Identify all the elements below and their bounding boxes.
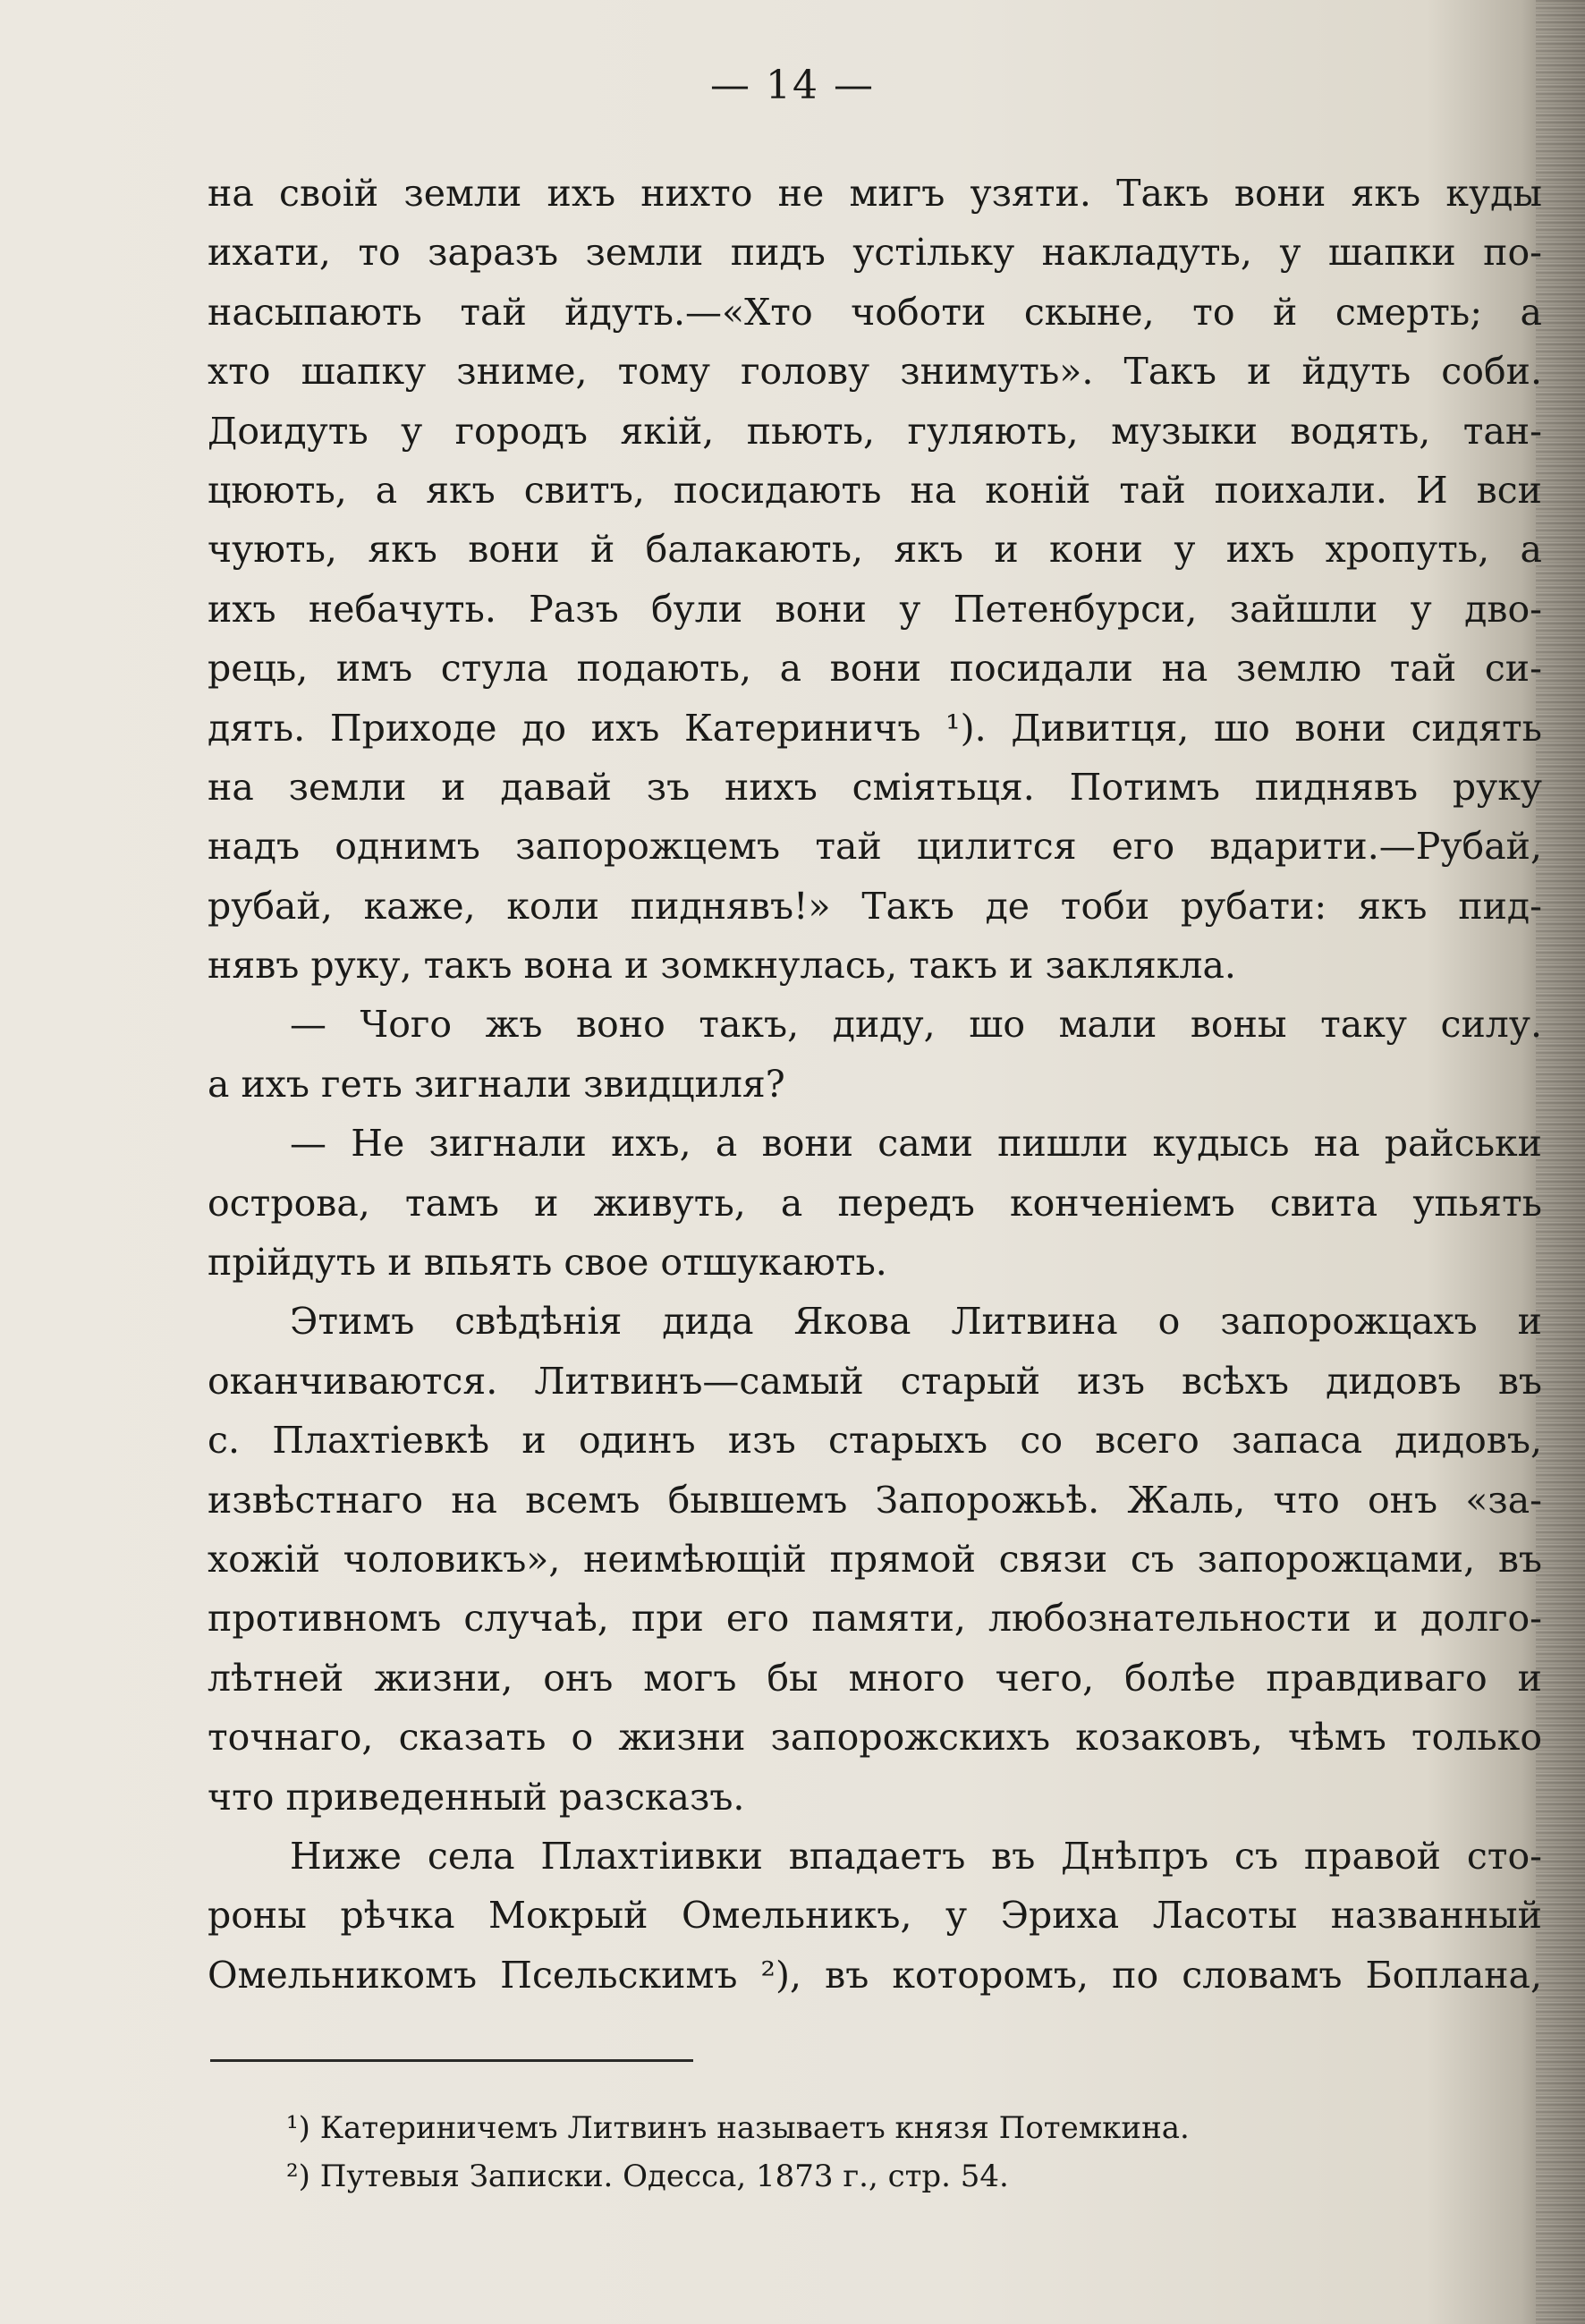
text-line: острова, тамъ и живуть, а передъ конченіемъ свита упьять bbox=[208, 1181, 1542, 1225]
text-line: хто шапку зниме, тому голову знимуть». Такъ и йдуть соби. bbox=[208, 350, 1542, 394]
text-line: ихъ небачуть. Разъ були вони у Петенбурси, зайшли у дво- bbox=[208, 587, 1542, 631]
text-line: цюють, а якъ свитъ, посидають на коній тай поихали. И вси bbox=[208, 468, 1542, 512]
text-line: насыпають тай йдуть.—«Хто чоботи скыне, то й смерть; а bbox=[208, 290, 1542, 334]
footnote: ¹) Катериничемъ Литвинъ называетъ князя Потемкина. bbox=[286, 2110, 1190, 2146]
text-line: а ихъ геть зигнали звидциля? bbox=[208, 1062, 785, 1106]
text-line: Омельникомъ Псельскимъ ²), въ которомъ, по словамъ Боплана, bbox=[208, 1953, 1542, 1997]
text-line: — Чого жъ воно такъ, диду, шо мали воны таку силу. bbox=[290, 1003, 1542, 1047]
text-line: Доидуть у городъ якій, пьють, гуляють, музыки водять, тан- bbox=[208, 409, 1542, 453]
text-line: на своій земли ихъ нихто не мигъ узяти. Такъ вони якъ куды bbox=[208, 172, 1542, 215]
main-text bbox=[208, 164, 1542, 2005]
footnote-separator bbox=[210, 2059, 693, 2062]
text-line: рубай, каже, коли пиднявъ!» Такъ де тоби рубати: якъ пид- bbox=[208, 884, 1542, 928]
text-line: Этимъ свѣдѣнія дида Якова Литвина о запорожцахъ и bbox=[290, 1300, 1542, 1344]
text-line: на земли и давай зъ нихъ сміятьця. Потимъ пиднявъ руку bbox=[208, 765, 1542, 809]
text-line: хожій чоловикъ», неимѣющій прямой связи съ запорожцами, въ bbox=[208, 1537, 1542, 1581]
text-line: — Не зигнали ихъ, а вони сами пишли кудысь на райськи bbox=[290, 1122, 1542, 1166]
page-number: — 14 — bbox=[710, 63, 875, 108]
footnote: ²) Путевыя Записки. Одесса, 1873 г., стр. 54. bbox=[286, 2159, 1009, 2194]
text-line: точнаго, сказать о жизни запорожскихъ козаковъ, чѣмъ только bbox=[208, 1716, 1542, 1760]
footnotes bbox=[286, 2104, 1449, 2201]
text-line: Ниже села Плахтіивки впадаетъ въ Днѣпръ съ правой сто- bbox=[290, 1834, 1542, 1878]
text-line: роны рѣчка Мокрый Омельникъ, у Эриха Ласоты названный bbox=[208, 1894, 1542, 1938]
text-line: надъ однимъ запорожцемъ тай цилится его вдарити.—Рубай, bbox=[208, 825, 1542, 869]
text-line: лѣтней жизни, онъ могъ бы много чего, болѣе правдиваго и bbox=[208, 1656, 1542, 1700]
text-line: нявъ руку, такъ вона и зомкнулась, такъ и заклякла. bbox=[208, 944, 1236, 988]
text-line: рець, имъ стула подають, а вони посидали на землю тай си- bbox=[208, 647, 1542, 691]
text-line: прійдуть и впьять свое отшукають. bbox=[208, 1241, 887, 1285]
text-line: с. Плахтіевкѣ и одинъ изъ старыхъ со всего запаса дидовъ, bbox=[208, 1419, 1542, 1463]
text-line: противномъ случаѣ, при его памяти, любознательности и долго- bbox=[208, 1597, 1542, 1641]
text-line: что приведенный разсказъ. bbox=[208, 1775, 745, 1819]
text-line: чують, якъ вони й балакають, якъ и кони у ихъ хропуть, а bbox=[208, 528, 1542, 572]
text-line: ихати, то заразъ земли пидъ устільку накладуть, у шапки по- bbox=[208, 231, 1542, 275]
text-line: оканчиваются. Литвинъ—самый старый изъ всѣхъ дидовъ въ bbox=[208, 1359, 1542, 1403]
page-edge bbox=[1536, 0, 1585, 2324]
text-line: извѣстнаго на всемъ бывшемъ Запорожьѣ. Жаль, что онъ «за- bbox=[208, 1478, 1542, 1522]
text-line: дять. Приходе до ихъ Катериничъ ¹). Дивитця, шо вони сидять bbox=[208, 706, 1542, 750]
